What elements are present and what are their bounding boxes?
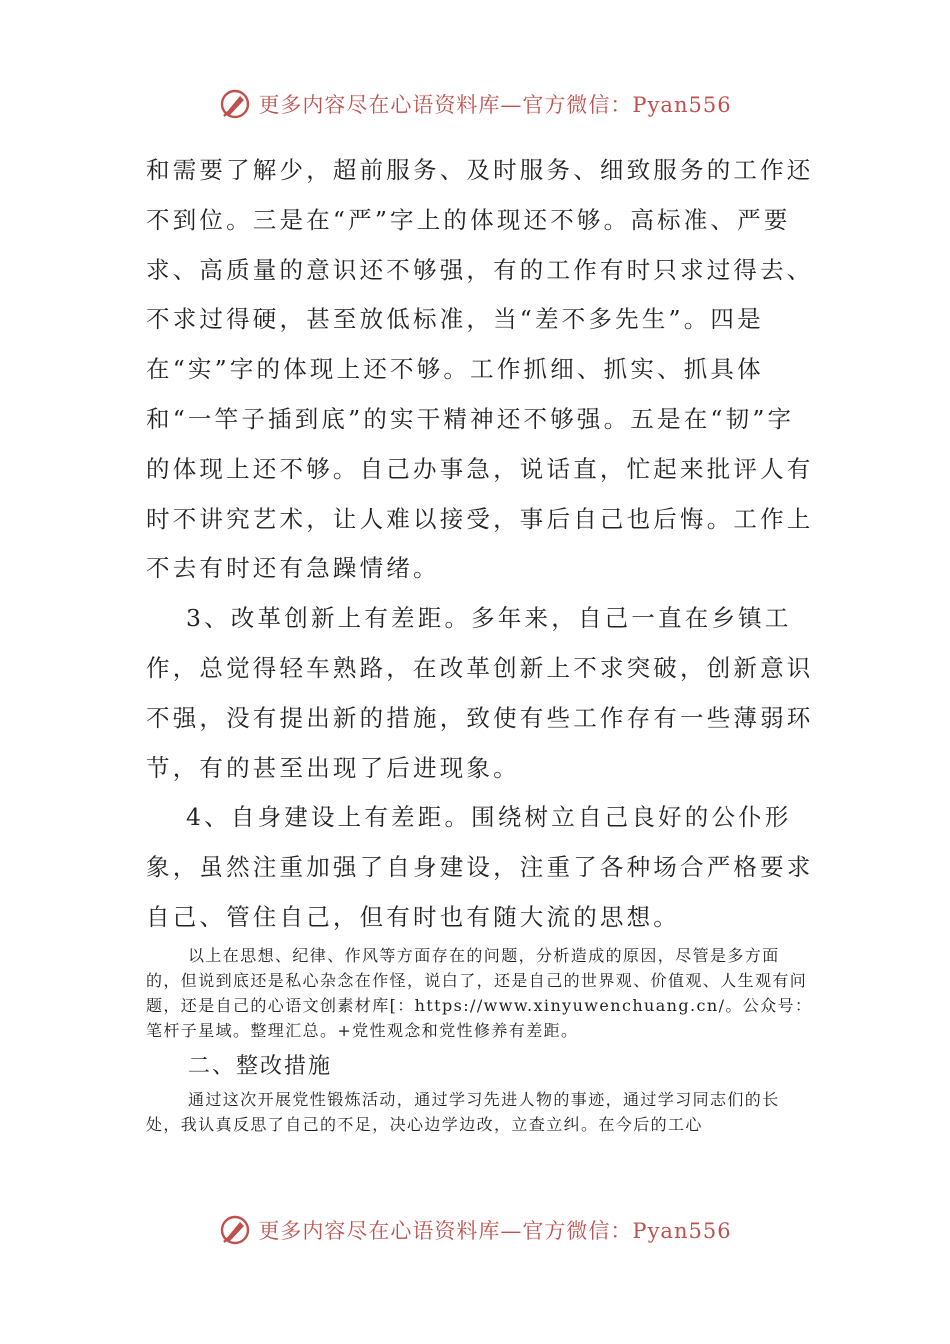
paragraph: 和需要了解少，超前服务、及时服务、细致服务的工作还不到位。三是在“严”字上的体现还不够。高标准、严要求、高质量的意识还不够强，有的工作有时只求过得去、不求过得硬，甚至放低标准，当“差不多先生”。四是在“实”字的体现上还不够。工作抓细、抓实、抓具体和“一竿子插到底”的实干精神还不够强。五是在“韧”字的体现上还不够。自己办事急，说话直，忙起来批评人有时不讲究艺术，让人难以接受，事后自己也后悔。工作上不去有时还有急躁情绪。 (146, 156, 814, 583)
document-body (146, 146, 814, 1137)
pen-nib-logo-icon (218, 87, 252, 121)
banner-text: 更多内容尽在心语资料库—官方微信：Pyan556 (258, 93, 732, 117)
section-heading: 二、整改措施 (188, 1053, 333, 1079)
summary-paragraph: 以上在思想、纪律、作风等方面存在的问题，分析造成的原因，尽管是多方面的，但说到底还是私心杂念在作怪，说白了，还是自己的世界观、价值观、人生观有问题，还是自己的心语文创素材库[：https://www.xinyuwenchuang.cn/。公众号：笔杆子星域。整理汇总。+党性观念和党性修养有差距。 (146, 945, 813, 1040)
pen-nib-logo-icon (218, 1213, 252, 1247)
header-banner (0, 84, 950, 124)
banner-text: 更多内容尽在心语资料库—官方微信：Pyan556 (258, 1219, 732, 1243)
paragraph: 3、改革创新上有差距。多年来，自己一直在乡镇工作，总觉得轻车熟路，在改革创新上不求突破，创新意识不强，没有提出新的措施，致使有些工作存有一些薄弱环节，有的甚至出现了后进现象。 (146, 604, 814, 782)
paragraph: 通过这次开展党性锻炼活动，通过学习先进人物的事迹，通过学习同志们的长处，我认真反思了自己的不足，决心边学边改，立查立纠。在今后的工心 (146, 1089, 780, 1134)
paragraph: 4、自身建设上有差距。围绕树立自己良好的公仆形象，虽然注重加强了自身建设，注重了各种场合严格要求自己、管住自己，但有时也有随大流的思想。 (146, 803, 814, 931)
footer-banner (0, 1210, 950, 1250)
